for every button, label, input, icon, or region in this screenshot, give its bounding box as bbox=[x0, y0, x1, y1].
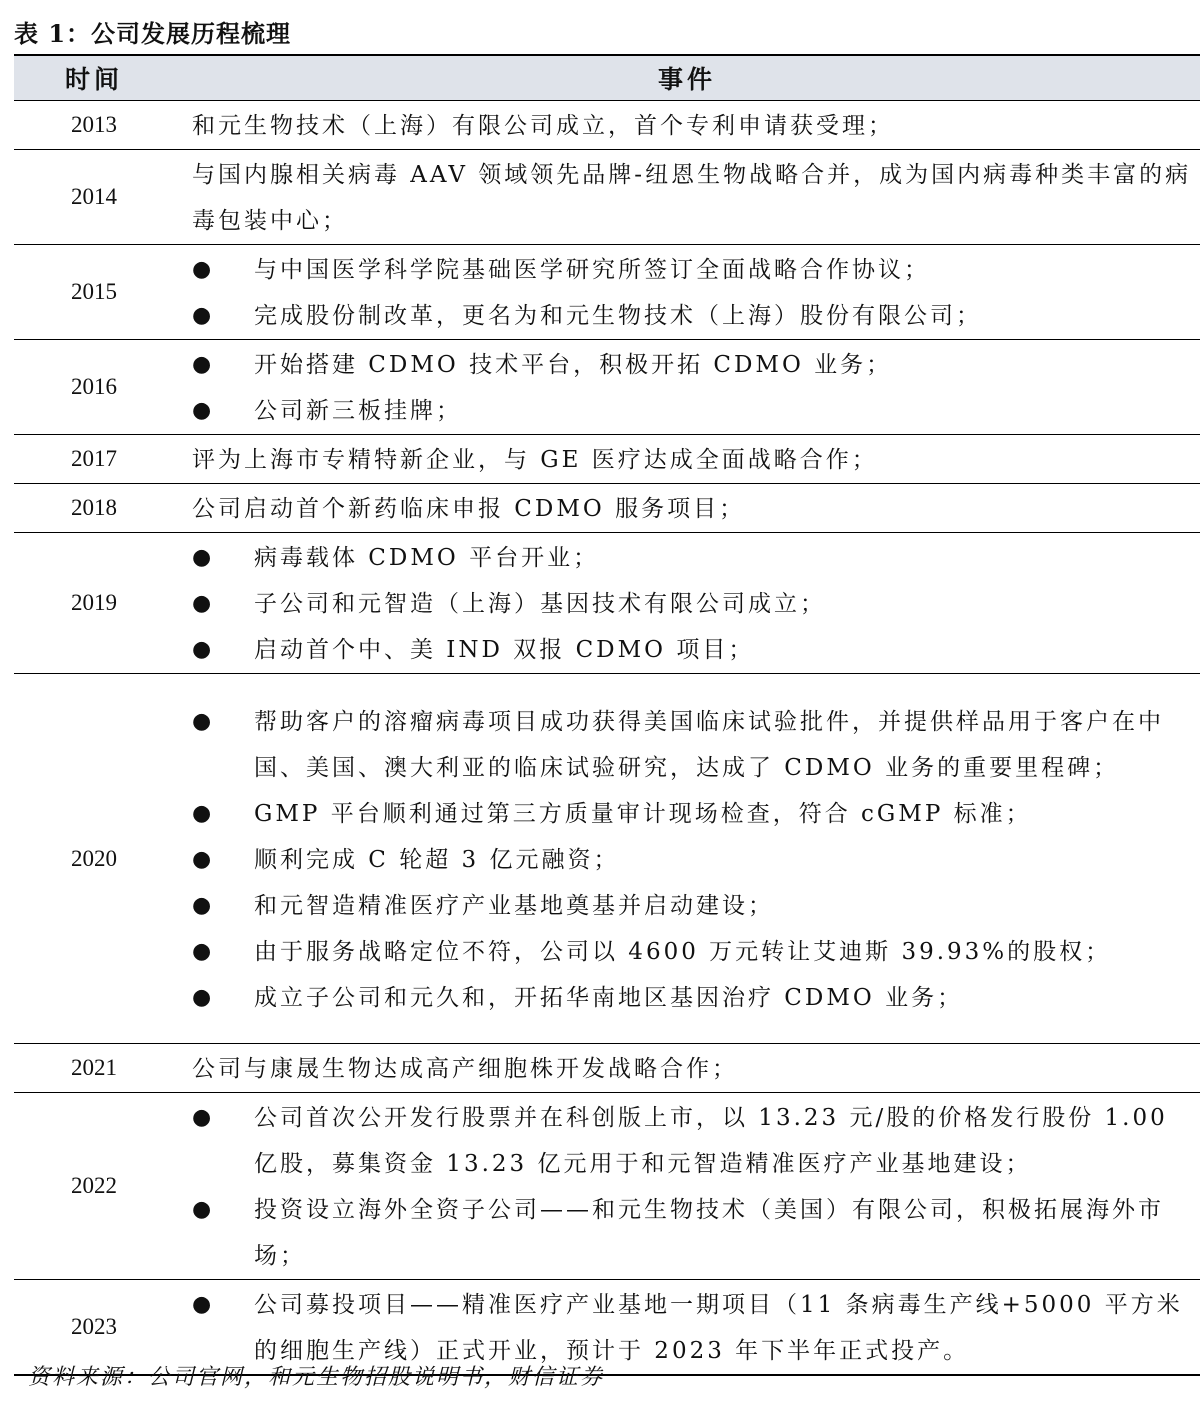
event-text: 和元智造精准医疗产业基地奠基并启动建设； bbox=[254, 892, 774, 919]
table-caption: 表 1：公司发展历程梳理 bbox=[14, 19, 292, 48]
event-text: 由于服务战略定位不符，公司以 4600 万元转让艾迪斯 39.93%的股权； bbox=[254, 938, 1112, 965]
table-row bbox=[14, 150, 1200, 245]
event-cell bbox=[174, 533, 1200, 674]
source-note: 资料来源：公司官网，和元生物招股说明书，财信证券 bbox=[28, 1365, 605, 1390]
year-cell: 2015 bbox=[14, 245, 174, 340]
event-text: 顺利完成 C 轮超 3 亿元融资； bbox=[254, 846, 620, 873]
event-bullet-item bbox=[174, 1187, 1196, 1279]
table-row bbox=[14, 101, 1200, 150]
event-bullet-item bbox=[174, 1095, 1196, 1187]
bullet-icon: ● bbox=[192, 1197, 215, 1222]
bullet-icon: ● bbox=[192, 545, 215, 570]
table-header-row bbox=[14, 55, 1200, 101]
year-cell: 2020 bbox=[14, 674, 174, 1044]
bullet-icon: ● bbox=[192, 637, 215, 662]
event-bullet-item bbox=[174, 699, 1196, 791]
event-text: 病毒载体 CDMO 平台开业； bbox=[254, 545, 600, 571]
bullet-icon: ● bbox=[192, 800, 215, 826]
event-bullet-item bbox=[174, 342, 1196, 388]
event-bullet-item bbox=[174, 975, 1196, 1021]
event-text: 开始搭建 CDMO 技术平台，积极开拓 CDMO 业务； bbox=[254, 352, 893, 378]
event-cell: 与国内腺相关病毒 AAV 领域领先品牌-纽恩生物战略合并，成为国内病毒种类丰富的病毒包装中心； bbox=[174, 150, 1200, 245]
event-bullet-item bbox=[174, 581, 1196, 627]
event-cell bbox=[174, 245, 1200, 340]
year-cell: 2014 bbox=[14, 150, 174, 245]
year-cell: 2013 bbox=[14, 101, 174, 150]
event-cell: 公司与康晟生物达成高产细胞株开发战略合作； bbox=[174, 1044, 1200, 1093]
event-cell: 评为上海市专精特新企业，与 GE 医疗达成全面战略合作； bbox=[174, 435, 1200, 484]
bullet-icon: ● bbox=[192, 398, 215, 423]
event-bullet-item bbox=[174, 247, 1196, 293]
event-text: 与中国医学科学院基础医学研究所签订全面战略合作协议； bbox=[254, 257, 930, 283]
table-row bbox=[14, 674, 1200, 1044]
bullet-icon: ● bbox=[192, 352, 215, 377]
bullet-icon: ● bbox=[192, 938, 215, 964]
event-bullet-item bbox=[174, 883, 1196, 929]
bullet-icon: ● bbox=[192, 892, 215, 918]
table-body bbox=[14, 101, 1200, 1376]
bullet-icon: ● bbox=[192, 303, 215, 328]
table-row bbox=[14, 1044, 1200, 1093]
event-cell bbox=[174, 674, 1200, 1044]
year-cell: 2023 bbox=[14, 1280, 174, 1376]
history-table bbox=[14, 54, 1200, 1376]
event-cell: 公司启动首个新药临床申报 CDMO 服务项目； bbox=[174, 484, 1200, 533]
event-text: GMP 平台顺利通过第三方质量审计现场检查，符合 cGMP 标准； bbox=[254, 800, 1032, 827]
event-text: 公司首次公开发行股票并在科创版上市，以 13.23 元/股的价格发行股份 1.00 亿股，募集资金 13.23 亿元用于和元智造精准医疗产业基地建设； bbox=[254, 1105, 1168, 1177]
table-row bbox=[14, 435, 1200, 484]
table-row bbox=[14, 1093, 1200, 1280]
table-row bbox=[14, 245, 1200, 340]
year-cell: 2018 bbox=[14, 484, 174, 533]
bullet-icon: ● bbox=[192, 1105, 215, 1130]
event-bullet-item bbox=[174, 791, 1196, 837]
bullet-icon: ● bbox=[192, 591, 215, 616]
event-text: 完成股份制改革，更名为和元生物技术（上海）股份有限公司； bbox=[254, 303, 982, 329]
event-cell bbox=[174, 1093, 1200, 1280]
bullet-icon: ● bbox=[192, 1292, 215, 1317]
event-bullet-item bbox=[174, 837, 1196, 883]
year-cell: 2019 bbox=[14, 533, 174, 674]
table-row bbox=[14, 340, 1200, 435]
year-cell: 2016 bbox=[14, 340, 174, 435]
header-time: 时间 bbox=[14, 55, 174, 101]
event-cell bbox=[174, 340, 1200, 435]
year-cell: 2021 bbox=[14, 1044, 174, 1093]
bullet-icon: ● bbox=[192, 708, 215, 734]
event-bullet-item bbox=[174, 929, 1196, 975]
table-row bbox=[14, 533, 1200, 674]
bullet-icon: ● bbox=[192, 984, 215, 1010]
event-text: 启动首个中、美 IND 双报 CDMO 项目； bbox=[254, 637, 755, 663]
header-event: 事件 bbox=[174, 55, 1200, 101]
event-bullet-item bbox=[174, 293, 1196, 339]
year-cell: 2022 bbox=[14, 1093, 174, 1280]
event-bullet-item bbox=[174, 627, 1196, 673]
event-text: 公司新三板挂牌； bbox=[254, 398, 462, 424]
event-text: 投资设立海外全资子公司——和元生物技术（美国）有限公司，积极拓展海外市场； bbox=[254, 1197, 1164, 1269]
event-bullet-item bbox=[174, 535, 1196, 581]
year-cell: 2017 bbox=[14, 435, 174, 484]
event-cell: 和元生物技术（上海）有限公司成立，首个专利申请获受理； bbox=[174, 101, 1200, 150]
event-text: 成立子公司和元久和，开拓华南地区基因治疗 CDMO 业务； bbox=[254, 984, 964, 1011]
event-text: 公司募投项目——精准医疗产业基地一期项目（11 条病毒生产线+5000 平方米的细胞生产线）正式开业，预计于 2023 年下半年正式投产。 bbox=[254, 1292, 1183, 1364]
event-text: 帮助客户的溶瘤病毒项目成功获得美国临床试验批件，并提供样品用于客户在中国、美国、澳大利亚的临床试验研究，达成了 CDMO 业务的重要里程碑； bbox=[254, 708, 1164, 781]
bullet-icon: ● bbox=[192, 257, 215, 282]
event-text: 子公司和元智造（上海）基因技术有限公司成立； bbox=[254, 591, 826, 617]
event-bullet-item bbox=[174, 388, 1196, 434]
table-row bbox=[14, 484, 1200, 533]
bullet-icon: ● bbox=[192, 846, 215, 872]
